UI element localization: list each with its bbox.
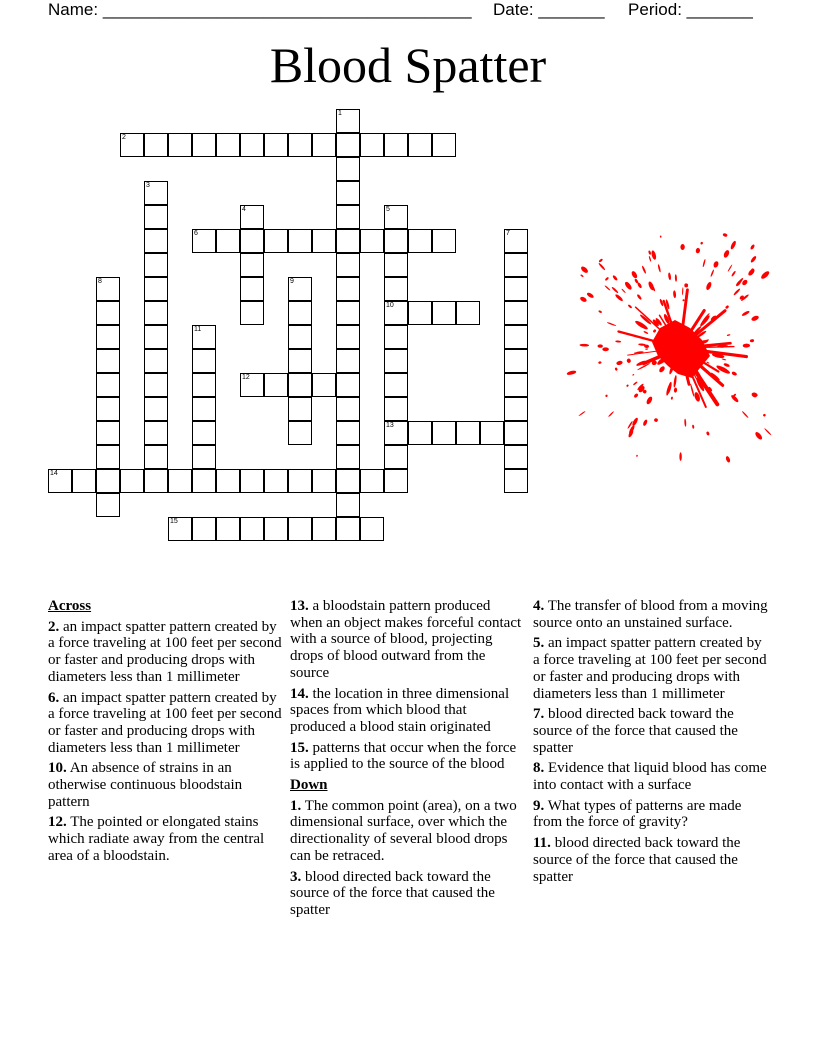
crossword-cell[interactable] (384, 373, 408, 397)
crossword-cell[interactable] (408, 301, 432, 325)
crossword-cell[interactable] (384, 133, 408, 157)
crossword-cell[interactable] (336, 421, 360, 445)
crossword-cell[interactable] (384, 469, 408, 493)
crossword-cell[interactable] (288, 469, 312, 493)
crossword-cell[interactable] (264, 229, 288, 253)
crossword-cell[interactable] (96, 397, 120, 421)
clue-text: The transfer of blood from a moving source onto an unstained surface. (533, 598, 768, 631)
crossword-cell[interactable] (240, 277, 264, 301)
crossword-cell[interactable] (144, 397, 168, 421)
clue-number: 11 (194, 326, 202, 333)
clue-number: 4 (242, 206, 246, 213)
crossword-cell[interactable] (144, 469, 168, 493)
clue-number-label: 10. (48, 760, 67, 777)
crossword-cell[interactable] (408, 421, 432, 445)
clue-number-label: 2. (48, 618, 60, 635)
crossword-cell[interactable] (360, 517, 384, 541)
clue-across-2 (48, 619, 284, 686)
crossword-cell[interactable] (288, 517, 312, 541)
crossword-cell[interactable] (144, 325, 168, 349)
crossword-cell[interactable] (384, 325, 408, 349)
crossword-cell[interactable] (96, 277, 120, 301)
clue-text: The pointed or elongated stains which radiate away from the central area of a bloodstain. (48, 814, 265, 864)
clue-text: a bloodstain pattern produced when an object makes forceful contact with a source of blood, projecting drops of blood outward from the source (290, 598, 522, 681)
crossword-cell[interactable] (96, 493, 120, 517)
crossword-cell[interactable] (312, 517, 336, 541)
crossword-cell[interactable] (336, 277, 360, 301)
clues-column-1 (48, 598, 284, 869)
down-heading: Down (290, 777, 328, 794)
crossword-cell[interactable] (168, 517, 192, 541)
name-blank[interactable]: _______________________________________ (102, 0, 472, 19)
clue-across-15 (290, 740, 526, 773)
crossword-cell[interactable] (240, 205, 264, 229)
clue-number-label: 11. (533, 835, 551, 852)
crossword-cell[interactable] (432, 301, 456, 325)
crossword-cell[interactable] (384, 421, 408, 445)
crossword-cell[interactable] (288, 277, 312, 301)
crossword-cell[interactable] (288, 349, 312, 373)
crossword-cell[interactable] (216, 517, 240, 541)
clue-number-label: 9. (533, 797, 545, 814)
crossword-cell[interactable] (216, 229, 240, 253)
crossword-cell[interactable] (216, 133, 240, 157)
period-label: Period: (628, 0, 682, 19)
crossword-cell[interactable] (240, 253, 264, 277)
clue-text: The common point (area), on a two dimensional surface, over which the directionality of several blood drops can be retraced. (290, 797, 517, 864)
crossword-cell[interactable] (168, 133, 192, 157)
crossword-grid (48, 109, 528, 541)
clue-number: 13 (386, 422, 394, 429)
crossword-cell[interactable] (288, 397, 312, 421)
crossword-cell[interactable] (336, 373, 360, 397)
crossword-cell[interactable] (192, 445, 216, 469)
crossword-cell[interactable] (336, 205, 360, 229)
clue-across-12 (48, 814, 284, 864)
crossword-cell[interactable] (96, 349, 120, 373)
clue-down-3 (290, 869, 526, 919)
clue-text: an impact spatter pattern created by a force traveling at 100 feet per second or faster and producing drops with diameters less than 1 millimeter (48, 618, 282, 685)
clue-text: Evidence that liquid blood has come into contact with a surface (533, 760, 767, 794)
clues-column-2 (290, 598, 526, 923)
crossword-cell[interactable] (96, 325, 120, 349)
clues-column-3 (533, 598, 769, 889)
clue-number: 6 (194, 230, 198, 237)
crossword-cell[interactable] (192, 469, 216, 493)
crossword-cell[interactable] (360, 229, 384, 253)
crossword-cell[interactable] (264, 469, 288, 493)
crossword-cell[interactable] (240, 133, 264, 157)
crossword-cell[interactable] (384, 253, 408, 277)
crossword-cell[interactable] (192, 349, 216, 373)
crossword-cell[interactable] (96, 445, 120, 469)
crossword-cell[interactable] (504, 421, 528, 445)
clue-down-8 (533, 760, 769, 793)
clue-text: An absence of strains in an otherwise continuous bloodstain pattern (48, 760, 243, 810)
crossword-cell[interactable] (336, 517, 360, 541)
clue-across-13 (290, 598, 526, 682)
crossword-cell[interactable] (144, 445, 168, 469)
crossword-cell[interactable] (264, 133, 288, 157)
crossword-cell[interactable] (384, 397, 408, 421)
crossword-cell[interactable] (504, 373, 528, 397)
crossword-cell[interactable] (480, 421, 504, 445)
crossword-cell[interactable] (312, 469, 336, 493)
crossword-cell[interactable] (192, 397, 216, 421)
crossword-cell[interactable] (504, 277, 528, 301)
clue-number-label: 15. (290, 739, 309, 756)
crossword-cell[interactable] (408, 133, 432, 157)
clue-text: an impact spatter pattern created by a force traveling at 100 feet per second or faster and producing drops with diameters less than 1 millimeter (533, 635, 767, 702)
crossword-cell[interactable] (336, 109, 360, 133)
across-heading: Across (48, 598, 92, 614)
crossword-cell[interactable] (288, 133, 312, 157)
clue-number-label: 4. (533, 598, 545, 614)
crossword-cell[interactable] (288, 421, 312, 445)
clue-number: 15 (170, 518, 178, 525)
crossword-cell[interactable] (336, 397, 360, 421)
crossword-cell[interactable] (144, 229, 168, 253)
crossword-cell[interactable] (432, 133, 456, 157)
crossword-cell[interactable] (336, 469, 360, 493)
crossword-cell[interactable] (96, 301, 120, 325)
clue-text: blood directed back toward the source of the force that caused the spatter (533, 835, 741, 885)
crossword-cell[interactable] (384, 277, 408, 301)
crossword-cell[interactable] (312, 373, 336, 397)
crossword-cell[interactable] (144, 349, 168, 373)
clue-across-14 (290, 686, 526, 736)
clue-text: patterns that occur when the force is applied to the source of the blood (290, 739, 517, 773)
clue-text: What types of patterns are made from the force of gravity? (533, 797, 742, 831)
crossword-cell[interactable] (288, 325, 312, 349)
crossword-cell[interactable] (120, 133, 144, 157)
crossword-cell[interactable] (432, 229, 456, 253)
crossword-cell[interactable] (144, 421, 168, 445)
clue-text: blood directed back toward the source of the force that caused the spatter (533, 706, 738, 756)
crossword-cell[interactable] (288, 373, 312, 397)
crossword-cell[interactable] (384, 349, 408, 373)
clue-down-11 (533, 835, 769, 885)
clue-down-5 (533, 635, 769, 702)
crossword-cell[interactable] (504, 469, 528, 493)
crossword-cell[interactable] (504, 445, 528, 469)
date-blank[interactable]: _______ (538, 0, 605, 19)
clue-number-label: 14. (290, 685, 309, 702)
crossword-cell[interactable] (336, 325, 360, 349)
crossword-cell[interactable] (240, 229, 264, 253)
clue-text: the location in three dimensional spaces from which blood that produced a blood stain originated (290, 685, 510, 735)
clue-number: 5 (386, 206, 390, 213)
clue-number: 8 (98, 278, 102, 285)
crossword-cell[interactable] (312, 133, 336, 157)
student-info-header (48, 0, 788, 22)
clue-number-label: 5. (533, 635, 545, 652)
crossword-cell[interactable] (48, 469, 72, 493)
crossword-cell[interactable] (312, 229, 336, 253)
clue-number-label: 6. (48, 689, 60, 706)
clue-down-9 (533, 798, 769, 831)
clue-across-6 (48, 690, 284, 757)
blood-splatter-image (540, 228, 772, 468)
crossword-cell[interactable] (336, 157, 360, 181)
clue-number: 10 (386, 302, 394, 309)
crossword-cell[interactable] (360, 133, 384, 157)
crossword-cell[interactable] (408, 229, 432, 253)
clue-number: 7 (506, 230, 510, 237)
crossword-cell[interactable] (240, 301, 264, 325)
crossword-cell[interactable] (144, 205, 168, 229)
crossword-cell[interactable] (384, 229, 408, 253)
crossword-cell[interactable] (240, 517, 264, 541)
clue-number-label: 1. (290, 797, 302, 814)
clue-number: 9 (290, 278, 294, 285)
crossword-cell[interactable] (72, 469, 96, 493)
crossword-cell[interactable] (96, 373, 120, 397)
crossword-cell[interactable] (288, 229, 312, 253)
crossword-cell[interactable] (96, 469, 120, 493)
crossword-cell[interactable] (504, 253, 528, 277)
crossword-cell[interactable] (120, 469, 144, 493)
crossword-cell[interactable] (336, 445, 360, 469)
clue-number: 2 (122, 134, 126, 141)
crossword-cell[interactable] (384, 205, 408, 229)
crossword-cell[interactable] (432, 421, 456, 445)
clue-down-4 (533, 598, 769, 631)
crossword-cell[interactable] (504, 349, 528, 373)
crossword-cell[interactable] (336, 253, 360, 277)
crossword-cell[interactable] (504, 397, 528, 421)
page-title: Blood Spatter (269, 37, 547, 93)
crossword-cell[interactable] (144, 277, 168, 301)
crossword-cell[interactable] (192, 325, 216, 349)
crossword-cell[interactable] (144, 253, 168, 277)
crossword-cell[interactable] (336, 349, 360, 373)
period-blank[interactable]: _______ (686, 0, 753, 19)
crossword-cell[interactable] (384, 445, 408, 469)
clue-text: blood directed back toward the source of the force that caused the spatter (290, 868, 495, 918)
crossword-cell[interactable] (168, 469, 192, 493)
crossword-cell[interactable] (336, 133, 360, 157)
crossword-cell[interactable] (264, 517, 288, 541)
clue-number: 1 (338, 110, 342, 117)
clue-number-label: 13. (290, 598, 309, 614)
clue-number: 14 (50, 470, 58, 477)
crossword-cell[interactable] (144, 133, 168, 157)
crossword-cell[interactable] (504, 325, 528, 349)
clue-number: 12 (242, 374, 250, 381)
crossword-cell[interactable] (144, 301, 168, 325)
crossword-cell[interactable] (336, 181, 360, 205)
clue-number-label: 12. (48, 814, 67, 831)
crossword-cell[interactable] (216, 469, 240, 493)
clue-down-1 (290, 798, 526, 865)
crossword-cell[interactable] (504, 301, 528, 325)
clue-across-10 (48, 760, 284, 810)
crossword-cell[interactable] (144, 373, 168, 397)
crossword-cell[interactable] (456, 301, 480, 325)
clue-down-7 (533, 706, 769, 756)
crossword-cell[interactable] (288, 301, 312, 325)
clue-text: an impact spatter pattern created by a force traveling at 100 feet per second or faster and producing drops with diameters less than 1 millimeter (48, 689, 282, 756)
clue-number: 3 (146, 182, 150, 189)
crossword-cell[interactable] (336, 493, 360, 517)
crossword-cell[interactable] (384, 301, 408, 325)
crossword-cell[interactable] (192, 133, 216, 157)
crossword-cell[interactable] (192, 229, 216, 253)
crossword-cell[interactable] (240, 469, 264, 493)
clue-number-label: 8. (533, 760, 545, 777)
crossword-cell[interactable] (336, 301, 360, 325)
crossword-cell[interactable] (192, 517, 216, 541)
crossword-cell[interactable] (240, 373, 264, 397)
crossword-cell[interactable] (504, 229, 528, 253)
name-label: Name: (48, 0, 99, 19)
date-label: Date: (493, 0, 534, 19)
crossword-cell[interactable] (360, 469, 384, 493)
crossword-cell[interactable] (456, 421, 480, 445)
crossword-cell[interactable] (96, 421, 120, 445)
clue-number-label: 7. (533, 706, 545, 723)
crossword-cell[interactable] (336, 229, 360, 253)
crossword-cell[interactable] (192, 421, 216, 445)
crossword-cell[interactable] (192, 373, 216, 397)
crossword-cell[interactable] (264, 373, 288, 397)
crossword-cell[interactable] (144, 181, 168, 205)
clue-number-label: 3. (290, 868, 302, 885)
